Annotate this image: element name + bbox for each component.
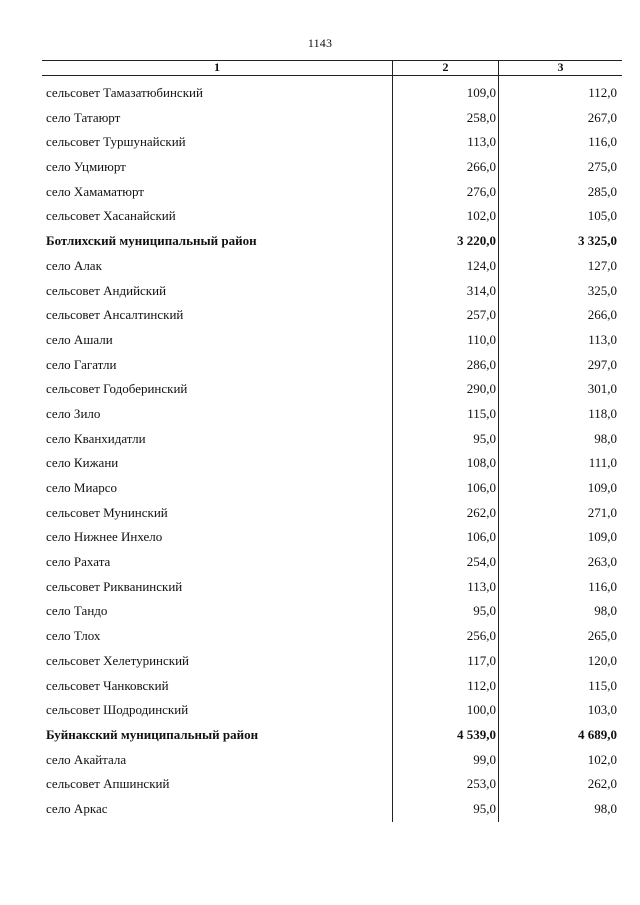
row-value-col2: 115,0 — [467, 405, 496, 421]
row-value-col3: 325,0 — [587, 282, 617, 298]
row-value-col3: 102,0 — [587, 751, 617, 767]
page-number: 1143 — [307, 36, 333, 50]
row-value-col2: 108,0 — [466, 455, 496, 471]
row-value-col2: 95,0 — [473, 800, 496, 816]
row-value-col3: 103,0 — [587, 702, 617, 718]
row-value-col2: 314,0 — [466, 282, 496, 298]
row-name: село Хамаматюрт — [46, 183, 144, 199]
row-name: село Рахата — [46, 554, 111, 570]
table-row — [42, 353, 622, 378]
row-name: село Нижнее Инхело — [46, 529, 163, 545]
row-name: сельсовет Апшинский — [46, 776, 170, 792]
row-value-col3: 120,0 — [587, 652, 617, 668]
row-value-col3: 111,0 — [588, 455, 617, 471]
column-header-1: 1 — [214, 60, 220, 74]
row-value-col2: 257,0 — [466, 307, 496, 323]
row-value-col3: 105,0 — [587, 208, 617, 224]
table-row — [42, 575, 622, 600]
table-row — [42, 254, 622, 279]
row-value-col3: 115,0 — [588, 677, 617, 693]
table-row — [42, 328, 622, 353]
table-row — [42, 649, 622, 674]
table-header-border — [42, 75, 622, 76]
table-body — [42, 81, 622, 822]
table-row — [42, 501, 622, 526]
table-row — [42, 797, 622, 822]
row-value-col3: 109,0 — [587, 529, 617, 545]
row-value-col2: 106,0 — [466, 529, 496, 545]
table-row — [42, 279, 622, 304]
row-value-col2: 290,0 — [466, 381, 496, 397]
row-value-col2: 266,0 — [466, 159, 496, 175]
row-value-col2: 113,0 — [467, 134, 496, 150]
row-value-col3: 127,0 — [587, 257, 617, 273]
row-name: сельсовет Мунинский — [46, 504, 168, 520]
row-name: село Аркас — [46, 800, 108, 816]
table-row — [42, 698, 622, 723]
row-name: село Уцмиюрт — [46, 159, 126, 175]
row-name: село Тлох — [46, 628, 101, 644]
row-name: сельсовет Тамазатюбинский — [46, 85, 203, 100]
table-row — [42, 550, 622, 575]
row-value-col2: 106,0 — [466, 480, 496, 495]
table-row — [42, 427, 622, 452]
row-name: сельсовет Хелетуринский — [46, 652, 189, 668]
row-value-col3: 271,0 — [587, 504, 617, 520]
row-value-col2: 112,0 — [467, 677, 496, 693]
row-value-col2: 124,0 — [466, 257, 496, 273]
table-row — [42, 476, 622, 501]
table-row — [42, 155, 622, 180]
row-name: село Гагатли — [46, 356, 117, 372]
column-header-3: 3 — [557, 60, 564, 74]
row-value-col3: 98,0 — [594, 603, 617, 619]
table-row-district — [42, 723, 622, 748]
table-row-district — [42, 229, 622, 254]
row-name: село Тандо — [46, 603, 108, 619]
row-name: село Миарсо — [46, 480, 117, 495]
row-value-col3: 263,0 — [587, 554, 617, 570]
table-row — [42, 204, 622, 229]
row-value-col2: 110,0 — [467, 331, 496, 347]
row-value-col2: 258,0 — [466, 109, 496, 125]
row-value-col2: 113,0 — [467, 578, 496, 594]
row-name: село Ашали — [46, 331, 113, 347]
row-value-col3: 297,0 — [587, 356, 617, 372]
row-value-col2: 286,0 — [466, 356, 496, 372]
row-value-col3: 301,0 — [587, 381, 617, 397]
row-name: село Акайтала — [46, 751, 127, 767]
table-row — [42, 180, 622, 205]
row-value-col2: 99,0 — [473, 751, 496, 767]
row-value-col3: 4 689,0 — [578, 726, 617, 742]
table-row — [42, 106, 622, 131]
table-header-row — [42, 60, 622, 75]
row-value-col3: 116,0 — [588, 134, 617, 150]
row-value-col2: 3 220,0 — [457, 233, 496, 249]
table-row — [42, 377, 622, 402]
row-name: село Алак — [46, 257, 102, 273]
row-name: село Татаюрт — [46, 109, 121, 125]
table-row — [42, 451, 622, 476]
row-name: сельсовет Шодродинский — [46, 702, 189, 718]
row-name: сельсовет Ансалтинский — [46, 307, 184, 323]
table-row — [42, 130, 622, 155]
row-name: сельсовет Чанковский — [46, 677, 169, 693]
row-value-col2: 4 539,0 — [457, 726, 496, 742]
row-value-col3: 262,0 — [587, 776, 617, 792]
table-row — [42, 748, 622, 773]
row-value-col2: 100,0 — [466, 702, 496, 718]
row-value-col3: 98,0 — [594, 800, 617, 816]
row-value-col2: 117,0 — [467, 652, 496, 668]
row-value-col2: 256,0 — [466, 628, 496, 644]
row-value-col3: 116,0 — [588, 578, 617, 594]
table-row — [42, 624, 622, 649]
row-value-col3: 98,0 — [594, 430, 617, 446]
table-row — [42, 772, 622, 797]
row-value-col3: 109,0 — [587, 480, 617, 495]
row-name: сельсовет Годоберинский — [46, 381, 188, 397]
row-value-col3: 112,0 — [588, 85, 617, 100]
column-header-2: 2 — [442, 60, 449, 74]
row-value-col3: 265,0 — [587, 628, 617, 644]
row-name: Ботлихский муниципальный район — [46, 233, 257, 249]
table-row — [42, 81, 622, 106]
row-name: Буйнакский муниципальный район — [46, 726, 259, 742]
row-value-col2: 253,0 — [466, 776, 496, 792]
row-value-col2: 262,0 — [466, 504, 496, 520]
row-name: сельсовет Хасанайский — [46, 208, 176, 224]
row-value-col2: 254,0 — [466, 554, 496, 570]
row-value-col2: 109,0 — [466, 85, 496, 100]
table-row — [42, 525, 622, 550]
row-name: сельсовет Туршунайский — [46, 134, 186, 150]
table-row — [42, 674, 622, 699]
row-name: село Зило — [46, 405, 101, 421]
table-row — [42, 599, 622, 624]
row-value-col2: 95,0 — [473, 603, 496, 619]
table-row — [42, 402, 622, 427]
row-value-col3: 266,0 — [587, 307, 617, 323]
row-value-col3: 118,0 — [588, 405, 617, 421]
row-value-col2: 95,0 — [473, 430, 496, 446]
row-value-col3: 275,0 — [587, 159, 617, 175]
table-row — [42, 303, 622, 328]
row-value-col3: 267,0 — [587, 109, 617, 125]
row-name: сельсовет Андийский — [46, 282, 167, 298]
row-value-col2: 276,0 — [466, 183, 496, 199]
row-value-col2: 102,0 — [466, 208, 496, 224]
row-name: село Кванхидатли — [46, 430, 146, 446]
row-value-col3: 285,0 — [587, 183, 617, 199]
row-name: сельсовет Рикванинский — [46, 578, 183, 594]
row-name: село Кижани — [46, 455, 119, 471]
row-value-col3: 113,0 — [588, 331, 617, 347]
row-value-col3: 3 325,0 — [578, 233, 617, 249]
